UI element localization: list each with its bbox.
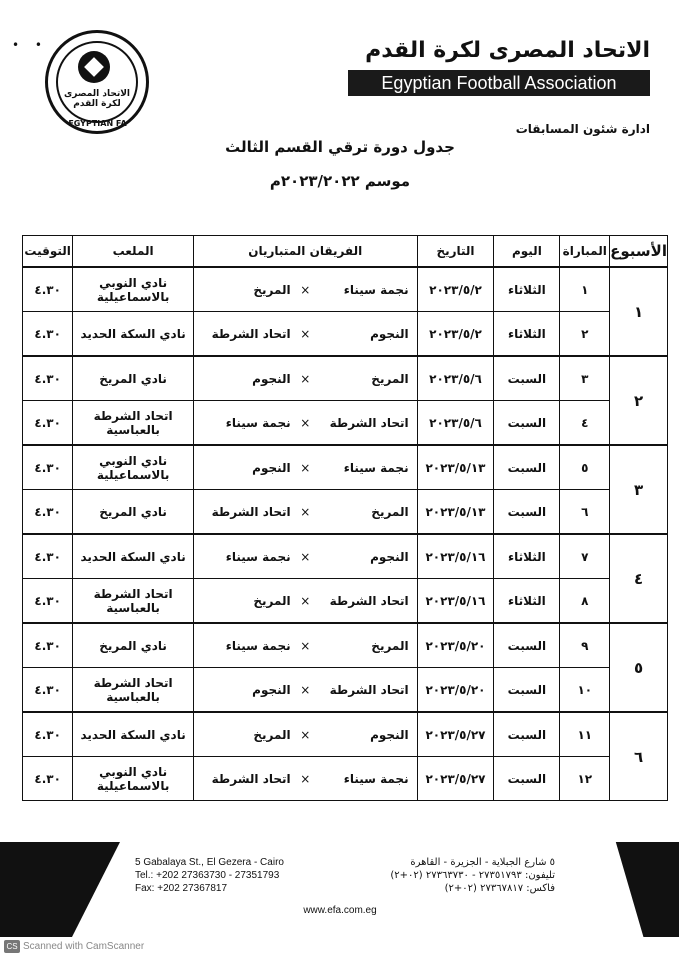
address-en-line: 5 Gabalaya St., El Gezera - Cairo: [135, 857, 284, 868]
document-title: جدول دورة ترقي القسم الثالث: [225, 138, 455, 156]
vs-cell: ×: [299, 579, 312, 624]
match-number-cell: ١١: [560, 712, 610, 757]
stadium-cell: نادي النوبي بالاسماعيلية: [73, 445, 194, 490]
home-team-cell: اتحاد الشرطة: [312, 668, 417, 713]
away-team-cell: اتحاد الشرطة: [193, 490, 298, 535]
season-label: موسم ٢٠٢٣/٢٠٢٢م: [269, 172, 411, 190]
match-number-cell: ١٠: [560, 668, 610, 713]
decorative-dots: • •: [12, 38, 48, 52]
away-team-cell: نجمة سيناء: [193, 534, 298, 579]
footer-address-en: [135, 856, 335, 895]
address-ar-line: ٥ شارع الجبلاية - الجزيرة - القاهرة: [410, 857, 555, 868]
table-row: [23, 534, 668, 579]
scanner-text: Scanned with CamScanner: [23, 941, 145, 952]
col-teams: الفريقان المتباريان: [193, 236, 417, 268]
table-header-row: [23, 236, 668, 268]
date-cell: ٢٠٢٣/٥/٦: [417, 401, 494, 446]
match-number-cell: ٢: [560, 312, 610, 357]
stadium-cell: اتحاد الشرطة بالعباسية: [73, 579, 194, 624]
stadium-cell: اتحاد الشرطة بالعباسية: [73, 668, 194, 713]
footer-wave-left: [0, 842, 120, 937]
date-cell: ٢٠٢٣/٥/٢: [417, 312, 494, 357]
vs-cell: ×: [299, 356, 312, 401]
website-link[interactable]: www.efa.com.eg: [303, 905, 377, 916]
away-team-cell: المريخ: [193, 267, 298, 312]
away-team-cell: المريخ: [193, 712, 298, 757]
home-team-cell: اتحاد الشرطة: [312, 401, 417, 446]
match-number-cell: ٧: [560, 534, 610, 579]
home-team-cell: النجوم: [312, 312, 417, 357]
col-time: التوقيت: [23, 236, 73, 268]
table-row: [23, 267, 668, 312]
stadium-cell: نادي المريخ: [73, 623, 194, 668]
stadium-cell: اتحاد الشرطة بالعباسية: [73, 401, 194, 446]
football-icon: [78, 51, 110, 83]
match-number-cell: ٥: [560, 445, 610, 490]
time-cell: ٤.٣٠: [23, 534, 73, 579]
away-team-cell: نجمة سيناء: [193, 623, 298, 668]
week-cell: ٣: [610, 445, 668, 534]
col-date: التاريخ: [417, 236, 494, 268]
time-cell: ٤.٣٠: [23, 668, 73, 713]
vs-cell: ×: [299, 490, 312, 535]
vs-cell: ×: [299, 401, 312, 446]
day-cell: السبت: [494, 401, 560, 446]
week-cell: ١: [610, 267, 668, 356]
home-team-cell: نجمة سيناء: [312, 757, 417, 801]
col-week: الأسبوع: [610, 236, 668, 268]
time-cell: ٤.٣٠: [23, 312, 73, 357]
table-row: [23, 445, 668, 490]
fax-en-line: Fax: +202 27367817: [135, 883, 228, 894]
match-number-cell: ١٢: [560, 757, 610, 801]
table-row: [23, 712, 668, 757]
table-row: [23, 490, 668, 535]
away-team-cell: نجمة سيناء: [193, 401, 298, 446]
department-name: ادارة شئون المسابقات: [515, 122, 650, 136]
home-team-cell: اتحاد الشرطة: [312, 579, 417, 624]
stadium-cell: نادي السكة الحديد: [73, 534, 194, 579]
week-cell: ٤: [610, 534, 668, 623]
schedule-table: [22, 235, 668, 801]
table-row: [23, 356, 668, 401]
stadium-cell: نادي المريخ: [73, 490, 194, 535]
scanner-watermark: [4, 940, 144, 956]
time-cell: ٤.٣٠: [23, 490, 73, 535]
away-team-cell: النجوم: [193, 668, 298, 713]
away-team-cell: النجوم: [193, 356, 298, 401]
week-cell: ٥: [610, 623, 668, 712]
match-number-cell: ٤: [560, 401, 610, 446]
day-cell: السبت: [494, 490, 560, 535]
day-cell: الثلاثاء: [494, 534, 560, 579]
home-team-cell: المريخ: [312, 490, 417, 535]
logo-emblem: [56, 41, 138, 123]
day-cell: السبت: [494, 445, 560, 490]
home-team-cell: نجمة سيناء: [312, 267, 417, 312]
day-cell: السبت: [494, 356, 560, 401]
match-number-cell: ٦: [560, 490, 610, 535]
away-team-cell: المريخ: [193, 579, 298, 624]
vs-cell: ×: [299, 757, 312, 801]
home-team-cell: النجوم: [312, 534, 417, 579]
day-cell: الثلاثاء: [494, 312, 560, 357]
vs-cell: ×: [299, 267, 312, 312]
vs-cell: ×: [299, 534, 312, 579]
match-number-cell: ١: [560, 267, 610, 312]
week-cell: ٦: [610, 712, 668, 801]
stadium-cell: نادي النوبي بالاسماعيلية: [73, 267, 194, 312]
footer-address-ar: [340, 856, 555, 895]
stadium-cell: نادي النوبي بالاسماعيلية: [73, 757, 194, 801]
date-cell: ٢٠٢٣/٥/٦: [417, 356, 494, 401]
date-cell: ٢٠٢٣/٥/٢٧: [417, 712, 494, 757]
phone-en-line: Tel.: +202 27363730 - 27351793: [135, 870, 280, 881]
time-cell: ٤.٣٠: [23, 401, 73, 446]
table-row: [23, 623, 668, 668]
week-cell: ٢: [610, 356, 668, 445]
camscanner-icon: CS: [4, 940, 20, 953]
col-match: المباراة: [560, 236, 610, 268]
date-cell: ٢٠٢٣/٥/٢: [417, 267, 494, 312]
date-cell: ٢٠٢٣/٥/٢٠: [417, 668, 494, 713]
time-cell: ٤.٣٠: [23, 356, 73, 401]
time-cell: ٤.٣٠: [23, 445, 73, 490]
day-cell: السبت: [494, 623, 560, 668]
table-row: [23, 668, 668, 713]
time-cell: ٤.٣٠: [23, 712, 73, 757]
day-cell: الثلاثاء: [494, 579, 560, 624]
col-stadium: الملعب: [73, 236, 194, 268]
efa-logo: [45, 30, 149, 134]
stadium-cell: نادي المريخ: [73, 356, 194, 401]
match-number-cell: ٩: [560, 623, 610, 668]
logo-text-ar: الاتحاد المصرى لكرة القدم: [64, 89, 130, 109]
vs-cell: ×: [299, 712, 312, 757]
match-number-cell: ٨: [560, 579, 610, 624]
vs-cell: ×: [299, 623, 312, 668]
match-number-cell: ٣: [560, 356, 610, 401]
date-cell: ٢٠٢٣/٥/٢٧: [417, 757, 494, 801]
away-team-cell: اتحاد الشرطة: [193, 312, 298, 357]
away-team-cell: اتحاد الشرطة: [193, 757, 298, 801]
stadium-cell: نادي السكة الحديد: [73, 712, 194, 757]
away-team-cell: النجوم: [193, 445, 298, 490]
time-cell: ٤.٣٠: [23, 267, 73, 312]
col-day: اليوم: [494, 236, 560, 268]
vs-cell: ×: [299, 312, 312, 357]
day-cell: السبت: [494, 668, 560, 713]
day-cell: الثلاثاء: [494, 267, 560, 312]
time-cell: ٤.٣٠: [23, 623, 73, 668]
time-cell: ٤.٣٠: [23, 579, 73, 624]
table-row: [23, 757, 668, 801]
home-team-cell: المريخ: [312, 356, 417, 401]
date-cell: ٢٠٢٣/٥/١٦: [417, 579, 494, 624]
footer-wave-right: [600, 842, 679, 937]
day-cell: السبت: [494, 712, 560, 757]
stadium-cell: نادي السكة الحديد: [73, 312, 194, 357]
vs-cell: ×: [299, 445, 312, 490]
vs-cell: ×: [299, 668, 312, 713]
logo-text-en: EGYPTIAN FA: [68, 119, 127, 128]
table-row: [23, 401, 668, 446]
date-cell: ٢٠٢٣/٥/٢٠: [417, 623, 494, 668]
date-cell: ٢٠٢٣/٥/١٦: [417, 534, 494, 579]
date-cell: ٢٠٢٣/٥/١٣: [417, 445, 494, 490]
home-team-cell: المريخ: [312, 623, 417, 668]
date-cell: ٢٠٢٣/٥/١٣: [417, 490, 494, 535]
fax-ar-line: فاكس: ٢٧٣٦٧٨١٧ (٠٢+٢): [444, 883, 555, 894]
table-row: [23, 579, 668, 624]
home-team-cell: نجمة سيناء: [312, 445, 417, 490]
association-title-ar: الاتحاد المصرى لكرة القدم: [365, 38, 650, 63]
phone-ar-line: تليفون: ٢٧٣٥١٧٩٣ - ٢٧٣٦٣٧٣٠ (٠٢+٢): [390, 870, 555, 881]
day-cell: السبت: [494, 757, 560, 801]
association-title-en: Egyptian Football Association: [348, 70, 650, 96]
home-team-cell: النجوم: [312, 712, 417, 757]
table-row: [23, 312, 668, 357]
time-cell: ٤.٣٠: [23, 757, 73, 801]
